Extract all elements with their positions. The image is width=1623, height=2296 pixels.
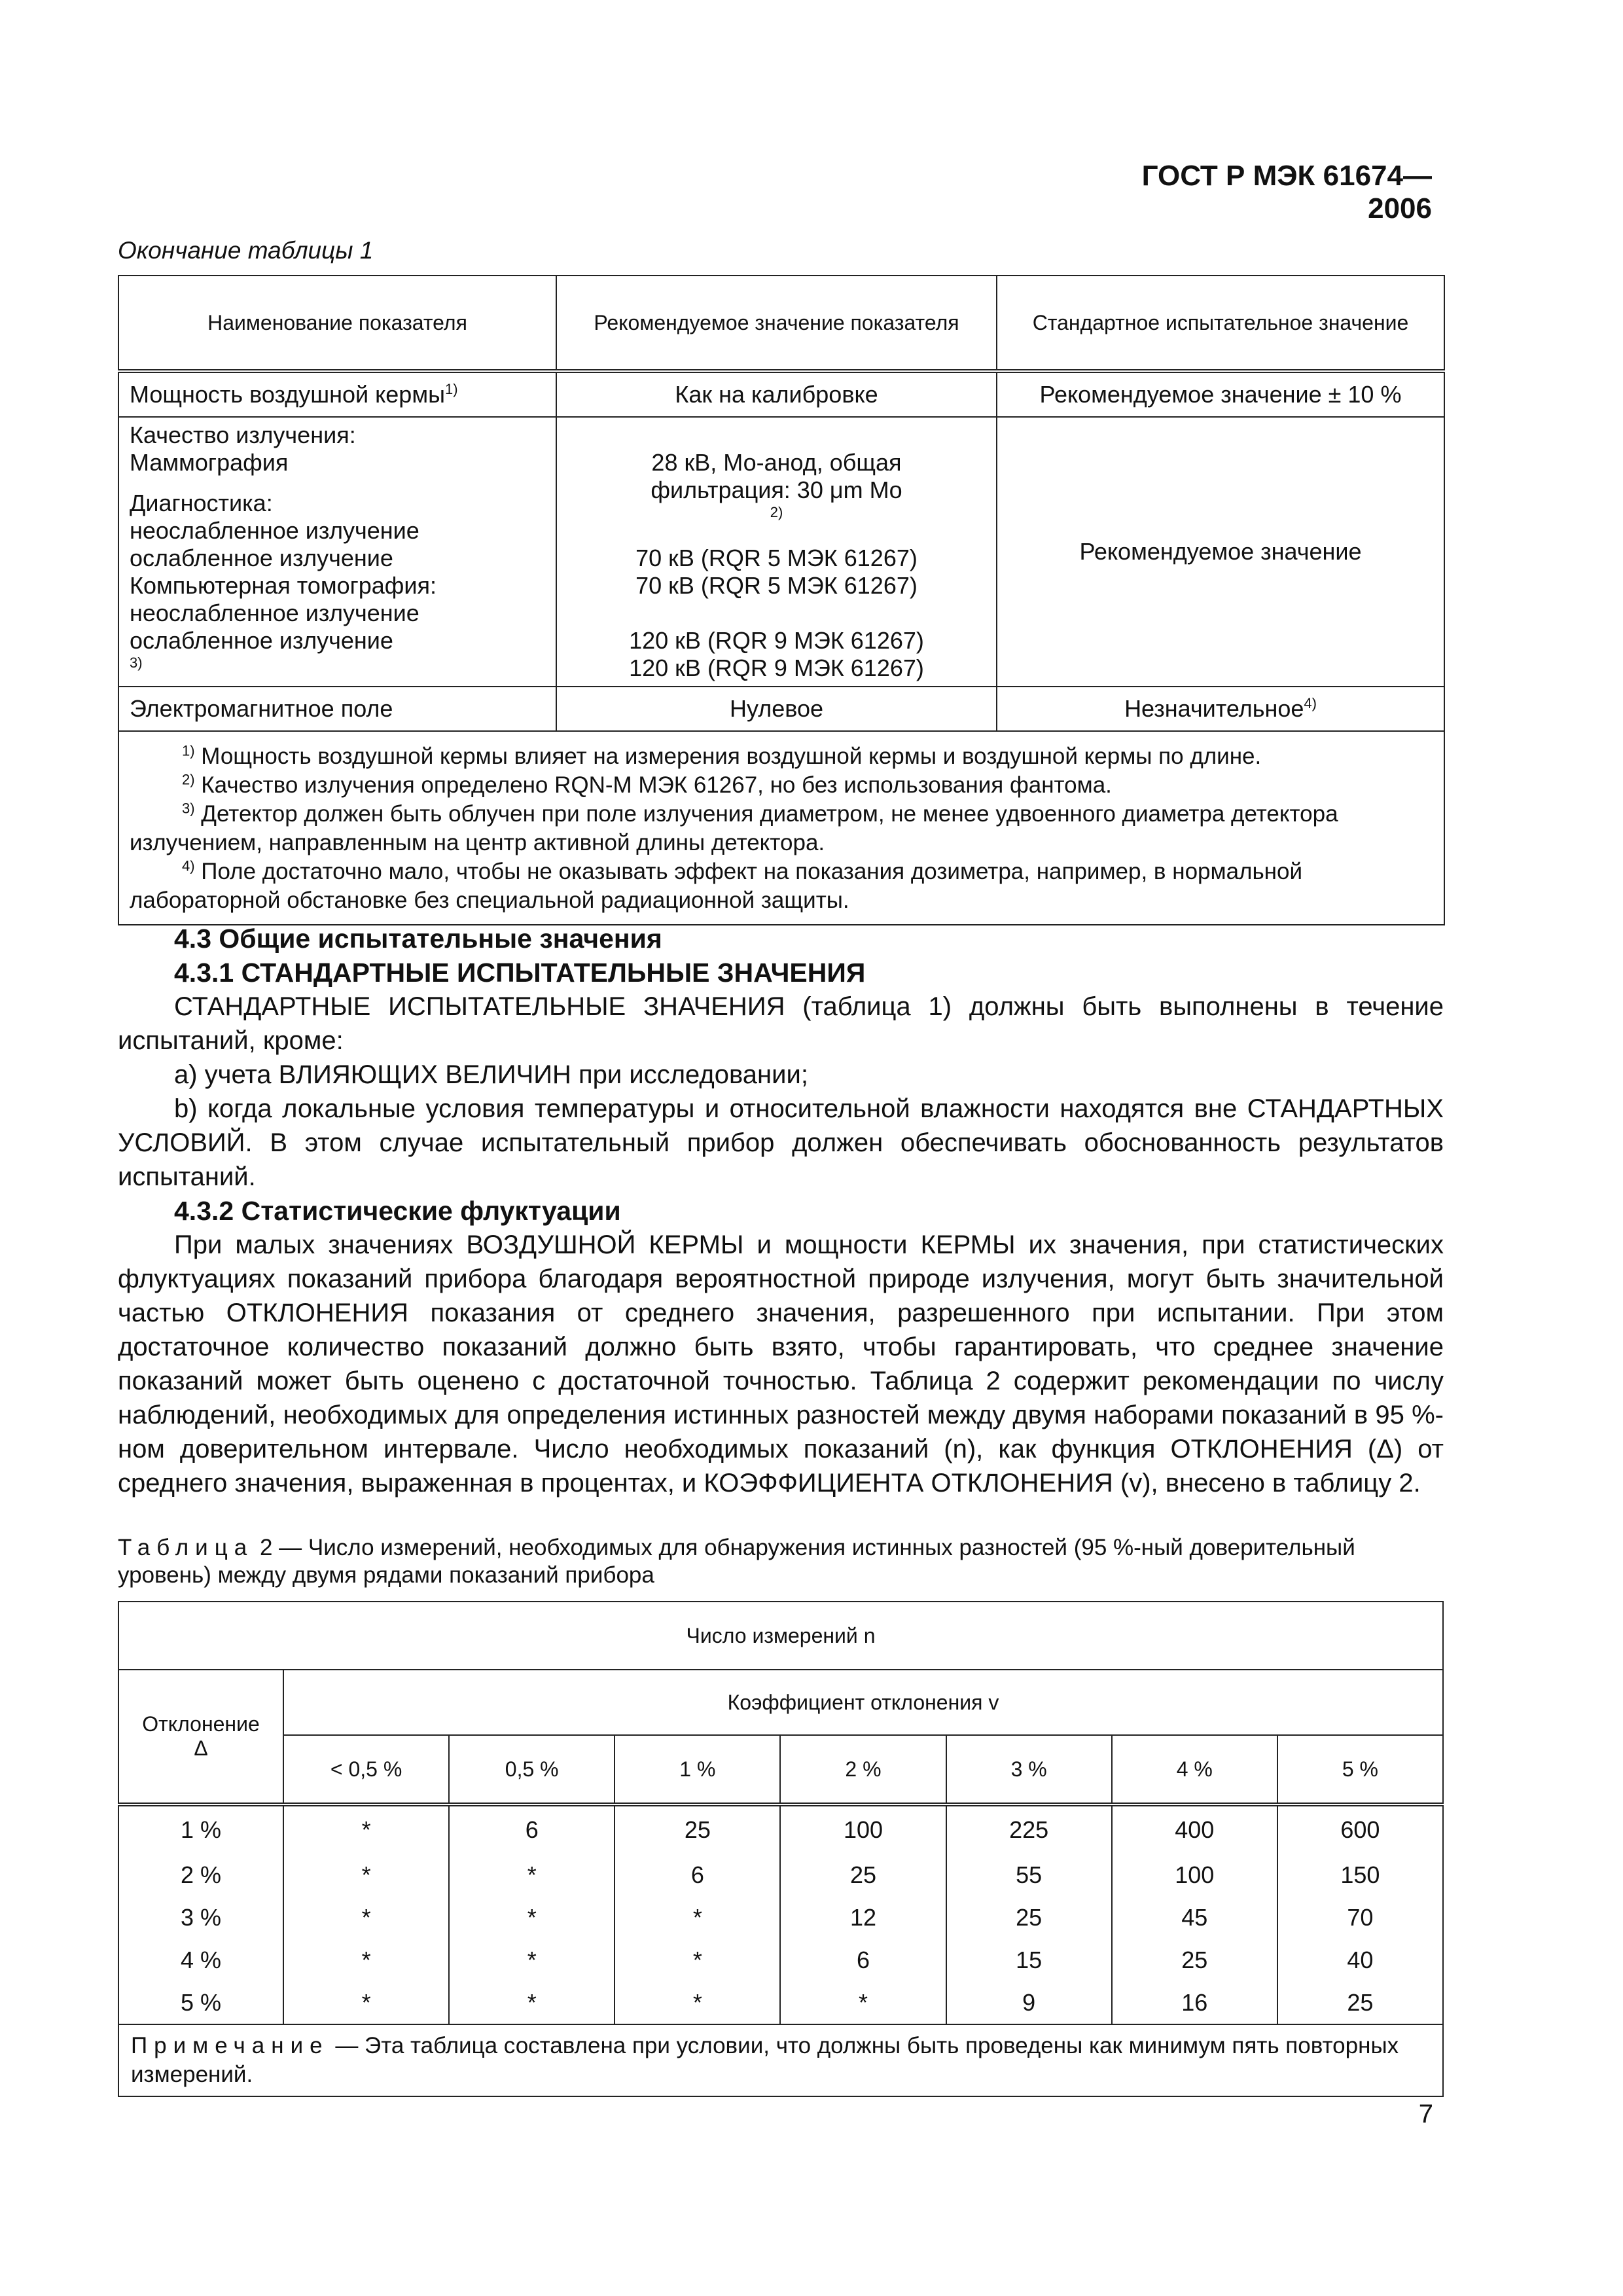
table1-col-standard: Стандартное испытательное значение	[997, 276, 1444, 371]
table-row	[118, 1896, 1443, 1939]
footnote: $^{4)}$ Поле достаточно мало, чтобы не оказывать эффект на показания дозиметра, например, в нормальной лабораторной обстановке без специальной радиационной защиты.	[130, 857, 1303, 913]
table-cell: *	[283, 1896, 449, 1939]
coef-col: 5 %	[1277, 1735, 1443, 1804]
coef-col: 0,5 %	[449, 1735, 615, 1804]
table1-col-recommended: Рекомендуемое значение показателя	[556, 276, 997, 371]
table-cell: 25	[946, 1896, 1112, 1939]
table2-body	[118, 1804, 1443, 2024]
table2-top-header: Число измерений n	[118, 1602, 1443, 1670]
coef-col: < 0,5 %	[283, 1735, 449, 1804]
table-cell: 28 кВ, Мо-анод, общая фильтрация: 30 μm Mo $^{2)}$ 70 кВ (RQR 5 МЭК 61267) 70 кВ (RQR 5 МЭК 61267) 120 кВ (RQR 9 МЭК 61267) 120 кВ (RQR 9 МЭК 61267)	[556, 417, 997, 687]
table-cell: *	[780, 1981, 946, 2024]
table-cell: 45	[1112, 1896, 1277, 1939]
table2-header-row	[118, 1735, 1443, 1804]
table-cell: 6	[615, 1854, 780, 1896]
table-cell: *	[283, 1981, 449, 2024]
table-cell: Рекомендуемое значение	[997, 417, 1444, 687]
table-cell: *	[449, 1854, 615, 1896]
table-cell: *	[615, 1939, 780, 1981]
table-cell: 600	[1277, 1804, 1443, 1854]
table-cell: 15	[946, 1939, 1112, 1981]
table-cell: 400	[1112, 1804, 1277, 1854]
table-cell: *	[449, 1896, 615, 1939]
heading-4-3-1: 4.3.1 СТАНДАРТНЫЕ ИСПЫТАТЕЛЬНЫЕ ЗНАЧЕНИЯ	[174, 958, 866, 988]
table-cell: 150	[1277, 1854, 1443, 1896]
table-row	[118, 1854, 1443, 1896]
table1-header-row	[118, 276, 1444, 371]
table2-note: Примечание — Эта таблица составлена при условии, что должны быть проведены как минимум пять повторных измерений.	[118, 2024, 1443, 2096]
table-cell: Нулевое	[556, 687, 997, 731]
deviation-cell: 3 %	[118, 1896, 283, 1939]
footnote: $^{1)}$ Мощность воздушной кермы влияет на измерения воздушной кермы и воздушной кермы по длине.	[182, 742, 1262, 769]
table-row	[118, 417, 1444, 687]
paragraph: При малых значениях ВОЗДУШНОЙ КЕРМЫ и мощности КЕРМЫ их значения, при статистических флуктуациях показаний прибора благодаря вероятностной природе излучения, могут быть значительной частью ОТКЛОНЕНИЯ показания от среднего значения, разрешенного при испытании. При этом достаточное количество показаний должно быть взято, чтобы гарантировать, что среднее значение показаний может быть оценено с достаточной точностью. Таблица 2 содержит рекомендации по числу наблюдений, необходимых для определения истинных разностей между двумя наборами показаний в 95 %-ном доверительном интервале. Число необходимых показаний (n), как функция ОТКЛОНЕНИЯ (Δ) от среднего значения, выраженная в процентах, и КОЭФФИЦИЕНТА ОТКЛОНЕНИЯ (v), внесено в таблицу 2.	[118, 1230, 1444, 1498]
heading-4-3: 4.3 Общие испытательные значения	[174, 924, 662, 954]
deviation-cell: 5 %	[118, 1981, 283, 2024]
table-cell: 225	[946, 1804, 1112, 1854]
table-1	[118, 275, 1445, 925]
coef-col: 2 %	[780, 1735, 946, 1804]
deviation-cell: 1 %	[118, 1804, 283, 1854]
table-cell: Рекомендуемое значение ± 10 %	[997, 371, 1444, 417]
table-row	[118, 687, 1444, 731]
table-cell: 25	[1112, 1939, 1277, 1981]
table-cell: *	[615, 1896, 780, 1939]
table-cell: 25	[780, 1854, 946, 1896]
table-cell: *	[283, 1854, 449, 1896]
footnote: $^{3)}$ Детектор должен быть облучен при поле излучения диаметром, не менее удвоенного диаметра детектора излучением, направленным на центр активной длины детектора.	[130, 800, 1338, 855]
table1-col-name: Наименование показателя	[118, 276, 556, 371]
table-cell: *	[449, 1939, 615, 1981]
table-cell: 9	[946, 1981, 1112, 2024]
table-cell: Мощность воздушной кермы$^{1)}$	[118, 371, 556, 417]
table-row	[118, 1981, 1443, 2024]
table-cell: 6	[780, 1939, 946, 1981]
table-cell: 12	[780, 1896, 946, 1939]
table-cell: *	[615, 1981, 780, 2024]
table-cell: 100	[780, 1804, 946, 1854]
list-item: а) учета ВЛИЯЮЩИХ ВЕЛИЧИН при исследовании;	[174, 1060, 808, 1089]
section-body	[118, 922, 1444, 1500]
deviation-cell: 2 %	[118, 1854, 283, 1896]
table-cell: *	[283, 1939, 449, 1981]
coef-col: 3 %	[946, 1735, 1112, 1804]
table-row	[118, 371, 1444, 417]
table-cell: 6	[449, 1804, 615, 1854]
heading-4-3-2: 4.3.2 Статистические флуктуации	[174, 1196, 621, 1226]
table-cell: 25	[615, 1804, 780, 1854]
deviation-header: Отклонение Δ	[118, 1670, 283, 1804]
table-2	[118, 1601, 1444, 2097]
table2-header-row	[118, 1670, 1443, 1735]
table1-footnotes	[118, 731, 1444, 925]
deviation-cell: 4 %	[118, 1939, 283, 1981]
table-cell: 70	[1277, 1896, 1443, 1939]
table2-note-row	[118, 2024, 1443, 2096]
table-row	[118, 1804, 1443, 1854]
table-cell: Как на калибровке	[556, 371, 997, 417]
table-cell: 55	[946, 1854, 1112, 1896]
paragraph: СТАНДАРТНЫЕ ИСПЫТАТЕЛЬНЫЕ ЗНАЧЕНИЯ (таблица 1) должны быть выполнены в течение испытаний, кроме:	[118, 992, 1444, 1055]
table-cell: Электромагнитное поле	[118, 687, 556, 731]
page-number: 7	[1418, 2100, 1433, 2128]
table-cell: Качество излучения: Маммография Диагностика: неослабленное излучение ослабленное излучение Компьютерная томография: неослабленное излучение ослабленное излучение $^{3)}$	[118, 417, 556, 687]
table-cell: *	[283, 1804, 449, 1854]
table-cell: Незначительное$^{4)}$	[997, 687, 1444, 731]
coef-col: 1 %	[615, 1735, 780, 1804]
document-header: ГОСТ Р МЭК 61674—2006	[1141, 160, 1432, 224]
table-cell: *	[449, 1981, 615, 2024]
table-cell: 100	[1112, 1854, 1277, 1896]
coefficient-header: Коэффициент отклонения v	[283, 1670, 1443, 1735]
table-cell: 25	[1277, 1981, 1443, 2024]
table-row	[118, 1939, 1443, 1981]
coef-col: 4 %	[1112, 1735, 1277, 1804]
table1-continuation-label: Окончание таблицы 1	[118, 237, 374, 264]
table2-header-row	[118, 1602, 1443, 1670]
list-item: b) когда локальные условия температуры и относительной влажности находятся вне СТАНДАРТНЫХ УСЛОВИЙ. В этом случае испытательный прибор должен обеспечивать обоснованность результатов испытаний.	[118, 1094, 1444, 1191]
table-cell: 16	[1112, 1981, 1277, 2024]
table-cell: 40	[1277, 1939, 1443, 1981]
table2-caption: Таблица 2 — Число измерений, необходимых для обнаружения истинных разностей (95 %-ный доверительный уровень) между двумя рядами показаний прибора	[118, 1535, 1355, 1588]
footnotes-cell	[118, 731, 1444, 925]
footnote: $^{2)}$ Качество излучения определено RQN-M МЭК 61267, но без использования фантома.	[182, 771, 1112, 798]
